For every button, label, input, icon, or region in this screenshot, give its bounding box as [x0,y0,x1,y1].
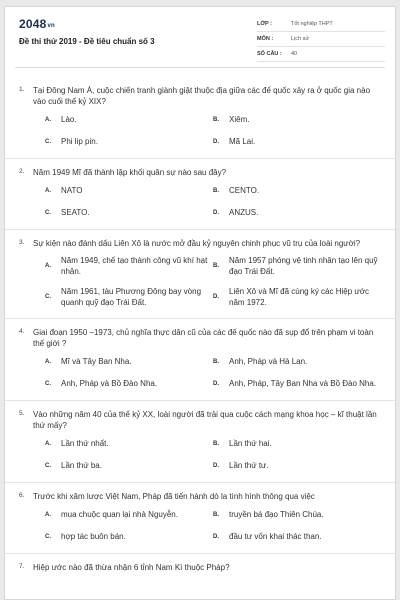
option-letter: A. [45,116,51,123]
option-letter: B. [213,440,219,447]
meta-class-label: LỚP : [257,21,272,27]
option-letter: B. [213,358,219,365]
option-a[interactable] [45,256,213,277]
option-letter: C. [45,533,51,540]
option-text: Năm 1961, tàu Phương Đông bay vòng quanh quỹ đạo Trái Đất. [61,287,202,307]
meta-count-row [257,47,385,62]
exam-title: Đề thi thử 2019 - Đề tiêu chuẩn số 3 [19,37,155,46]
meta-class-row [257,17,385,32]
option-text: Xiêm. [229,114,250,124]
header-divider [15,67,385,68]
option-text: Lần thứ tư. [229,460,269,470]
option-text: Năm 1957 phóng vệ tinh nhân tạo lên quỹ đạo Trái Đất. [229,256,378,276]
option-letter: C. [45,380,51,387]
question-number: 2. [19,168,25,175]
question-number: 4. [19,328,25,335]
option-letter: A. [45,358,51,365]
option-text: Anh, Pháp, Tây Ban Nha và Bồ Đào Nha. [229,378,377,388]
question-5 [5,409,395,482]
question-1 [5,85,395,158]
site-logo[interactable] [19,17,55,31]
question-text: Tại Đông Nam Á, cuộc chiến tranh giành giật thuộc địa giữa các đế quốc xảy ra ở quốc gia nào vào cuối thế kỷ XIX? [33,86,371,106]
question-text: Giai đoạn 1950 –1973, chủ nghĩa thực dân cũ của các đế quốc nào đã sụp đổ trên phạm vi toàn thế giới ? [33,328,374,348]
option-text: Lần thứ hai. [229,438,272,448]
option-c[interactable] [45,378,213,390]
option-d[interactable] [213,531,381,543]
question-number: 6. [19,492,25,499]
question-separator [5,229,395,230]
option-c[interactable] [45,136,213,148]
option-c[interactable] [45,460,213,472]
option-text: Lần thứ ba. [61,460,102,470]
option-letter: D. [213,209,219,216]
option-c[interactable] [45,207,213,219]
option-b[interactable] [213,509,381,521]
option-text: Anh, Pháp và Bồ Đào Nha. [61,378,158,388]
meta-count-value: 40 [291,51,298,57]
option-letter: B. [213,187,219,194]
option-text: CENTO. [229,185,260,195]
option-text: SEATO. [61,207,90,217]
option-text: NATO [61,185,83,195]
option-letter: C. [45,209,51,216]
option-text: hợp tác buôn bán. [61,531,126,541]
question-list [5,85,395,573]
exam-meta [257,17,385,62]
option-a[interactable] [45,185,213,197]
option-a[interactable] [45,438,213,450]
question-number: 7. [19,563,25,570]
question-text: Hiệp ước nào đã thừa nhận 6 tỉnh Nam Kì thuộc Pháp? [33,563,230,572]
option-a[interactable] [45,509,213,521]
option-b[interactable] [213,185,381,197]
option-a[interactable] [45,114,213,126]
question-4 [5,327,395,400]
question-text: Năm 1949 Mĩ đã thành lập khối quân sự nào sau đây? [33,168,227,177]
option-text: ANZUS. [229,207,259,217]
question-text: Sự kiện nào đánh dấu Liên Xô là nước mở đầu kỷ nguyên chinh phục vũ trụ của loài người? [33,239,361,248]
exam-header [5,7,395,67]
option-b[interactable] [213,114,381,126]
option-text: mua chuộc quan lại nhà Nguyễn. [61,509,178,519]
exam-sheet [4,6,396,600]
option-letter: B. [213,511,219,518]
option-c[interactable] [45,531,213,543]
option-text: Liên Xô và Mĩ đã cùng ký các Hiệp ước năm 1972. [229,287,369,307]
question-separator [5,400,395,401]
option-d[interactable] [213,287,381,308]
option-a[interactable] [45,356,213,368]
option-b[interactable] [213,438,381,450]
option-d[interactable] [213,207,381,219]
option-letter: D. [213,533,219,540]
option-text: Phi lip pin. [61,136,98,146]
meta-subject-row [257,32,385,47]
meta-class-value: Tốt nghiệp THPT [291,21,333,27]
question-7 [5,562,395,573]
option-text: Lần thứ nhất. [61,438,109,448]
option-letter: B. [213,263,219,270]
option-text: đầu tư vốn khai thác than. [229,531,322,541]
question-separator [5,553,395,554]
option-letter: D. [213,380,219,387]
option-text: Lào. [61,114,77,124]
question-text: Vào những năm 40 của thế kỷ XX, loài người đã trải qua cuộc cách mạng khoa học – kĩ thuật lần thứ mấy? [33,410,377,430]
option-letter: A. [45,511,51,518]
option-d[interactable] [213,136,381,148]
option-letter: C. [45,294,51,301]
option-letter: D. [213,462,219,469]
question-number: 5. [19,410,25,417]
question-text: Trước khi xâm lược Việt Nam, Pháp đã tiến hành dò la tình hình thông qua việc [33,492,315,501]
option-letter: D. [213,294,219,301]
question-number: 1. [19,86,25,93]
option-letter: D. [213,138,219,145]
option-text: Mã Lai. [229,136,256,146]
question-number: 3. [19,239,25,246]
meta-subject-label: MÔN : [257,36,274,42]
option-d[interactable] [213,378,381,390]
option-letter: C. [45,138,51,145]
option-text: Năm 1949, chế tạo thành công vũ khí hạt nhân. [61,256,208,276]
question-separator [5,482,395,483]
option-letter: A. [45,440,51,447]
option-letter: B. [213,116,219,123]
question-separator [5,158,395,159]
option-b[interactable] [213,356,381,368]
meta-subject-value: Lịch sử [291,36,310,42]
option-b[interactable] [213,256,381,277]
option-text: Anh, Pháp và Hà Lan. [229,356,308,366]
question-3 [5,238,395,318]
option-d[interactable] [213,460,381,472]
logo-text: 2048 [19,17,47,31]
meta-count-label: SỐ CÂU : [257,51,282,57]
option-letter: A. [45,187,51,194]
question-2 [5,167,395,229]
option-text: truyền bá đạo Thiên Chúa. [229,509,324,519]
question-separator [5,318,395,319]
option-letter: A. [45,263,51,270]
option-letter: C. [45,462,51,469]
logo-suffix: vn [47,23,55,29]
option-text: Mĩ và Tây Ban Nha. [61,356,132,366]
option-c[interactable] [45,287,213,308]
question-6 [5,491,395,553]
